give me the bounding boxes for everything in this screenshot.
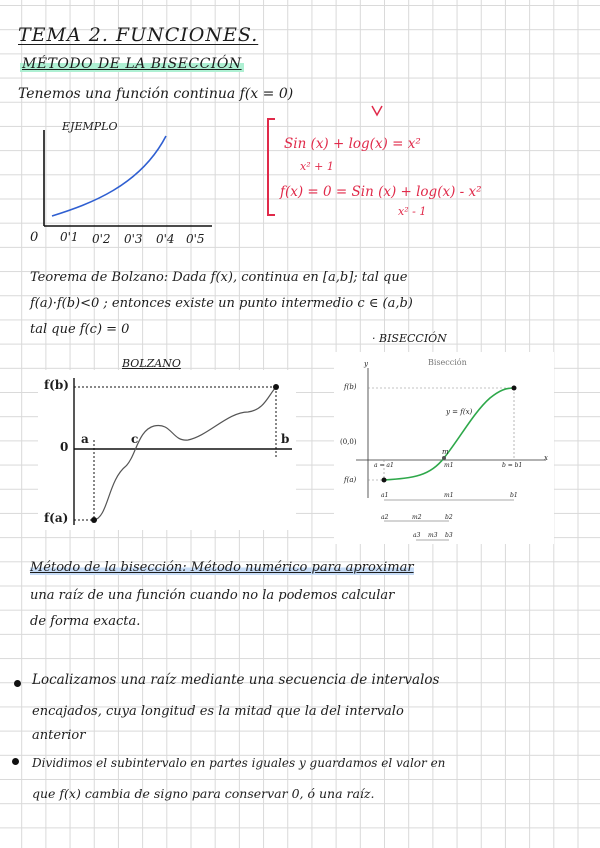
label-fb: f(b)	[44, 378, 69, 392]
equation-bracket	[267, 118, 275, 216]
bolzano-curve	[94, 387, 276, 520]
interval-label: b3	[445, 532, 453, 539]
label-b: b	[281, 432, 290, 446]
label-a: a	[81, 432, 89, 446]
biseccion-figure	[334, 352, 554, 544]
sketch-origin: 0	[30, 230, 39, 245]
interval-label: m1	[444, 492, 454, 499]
bolzano-figure	[38, 370, 296, 530]
example-curve	[52, 136, 166, 216]
example-sketch	[30, 126, 220, 236]
down-arrow-icon	[370, 104, 384, 118]
equation-1: Sin (x) + log(x) = x²	[284, 136, 421, 152]
definition-line: una raíz de una función cuando no la podemos calcular	[30, 588, 395, 603]
sketch-tick: 0'1	[60, 230, 79, 244]
example-label: EJEMPLO	[62, 120, 118, 133]
interval-label: m2	[412, 514, 422, 521]
bullet-line: encajados, cuya longitud es la mitad que la del intervalo	[32, 704, 404, 719]
sketch-tick: 0'4	[156, 232, 175, 246]
axis-x-label: x	[544, 454, 548, 462]
label-fb: f(b)	[344, 383, 357, 391]
bolzano-line: Teorema de Bolzano: Dada f(x), continua en [a,b]; tal que	[30, 270, 408, 285]
label-b-eq: b = b1	[502, 462, 523, 469]
bolzano-line: f(a)·f(b)<0 ; entonces existe un punto intermedio c ∈ (a,b)	[30, 296, 413, 311]
label-a-eq: a = a1	[374, 462, 394, 469]
definition-line	[30, 560, 414, 575]
bullet-icon	[12, 758, 19, 765]
bullet-icon	[14, 680, 21, 687]
bolzano-line: tal que f(c) = 0	[30, 322, 130, 337]
interval-label: a1	[381, 492, 389, 499]
equation-2: f(x) = 0 = Sin (x) + log(x) - x²	[280, 184, 482, 200]
intro-text: Tenemos una función continua f(x = 0)	[18, 86, 294, 102]
interval-label: m3	[428, 532, 438, 539]
label-curve: y = f(x)	[446, 408, 473, 416]
interval-label: a2	[381, 514, 389, 521]
interval-label: a3	[413, 532, 421, 539]
equation-1-denominator: x² + 1	[300, 160, 334, 173]
bullet-line: que f(x) cambia de signo para conservar 0, ó una raíz.	[32, 786, 375, 801]
subtitle-highlight: MÉTODO DE LA BISECCIÓN	[22, 56, 242, 72]
label-fa: f(a)	[44, 511, 69, 525]
label-c: c	[131, 432, 139, 446]
bullet-line: anterior	[32, 728, 86, 743]
bullet-line: Localizamos una raíz mediante una secuencia de intervalos	[32, 672, 440, 688]
equation-2-denominator: x² - 1	[398, 205, 427, 218]
bullet-line: Dividimos el subintervalo en partes iguales y guardamos el valor en	[32, 756, 446, 770]
definition-line: de forma exacta.	[30, 614, 141, 629]
label-fa: f(a)	[344, 476, 357, 484]
interval-label: b1	[510, 492, 518, 499]
sketch-tick: 0'5	[186, 232, 205, 246]
definition-text: Método de la bisección: Método numérico para aproximar	[30, 560, 414, 575]
label-m1: m1	[444, 462, 454, 469]
label-zero: 0	[60, 440, 69, 454]
axis-y-label: y	[364, 360, 368, 368]
sketch-tick: 0'2	[92, 232, 111, 246]
label-m: m	[442, 448, 449, 456]
page-title: TEMA 2. FUNCIONES.	[18, 24, 259, 46]
bolzano-caption: BOLZANO	[122, 357, 181, 370]
biseccion-title: Bisección	[428, 358, 467, 367]
label-origin: (0,0)	[340, 438, 357, 446]
interval-label: b2	[445, 514, 453, 521]
sketch-tick: 0'3	[124, 232, 143, 246]
biseccion-note: · BISECCIÓN	[372, 332, 447, 345]
section-subtitle	[20, 56, 244, 72]
